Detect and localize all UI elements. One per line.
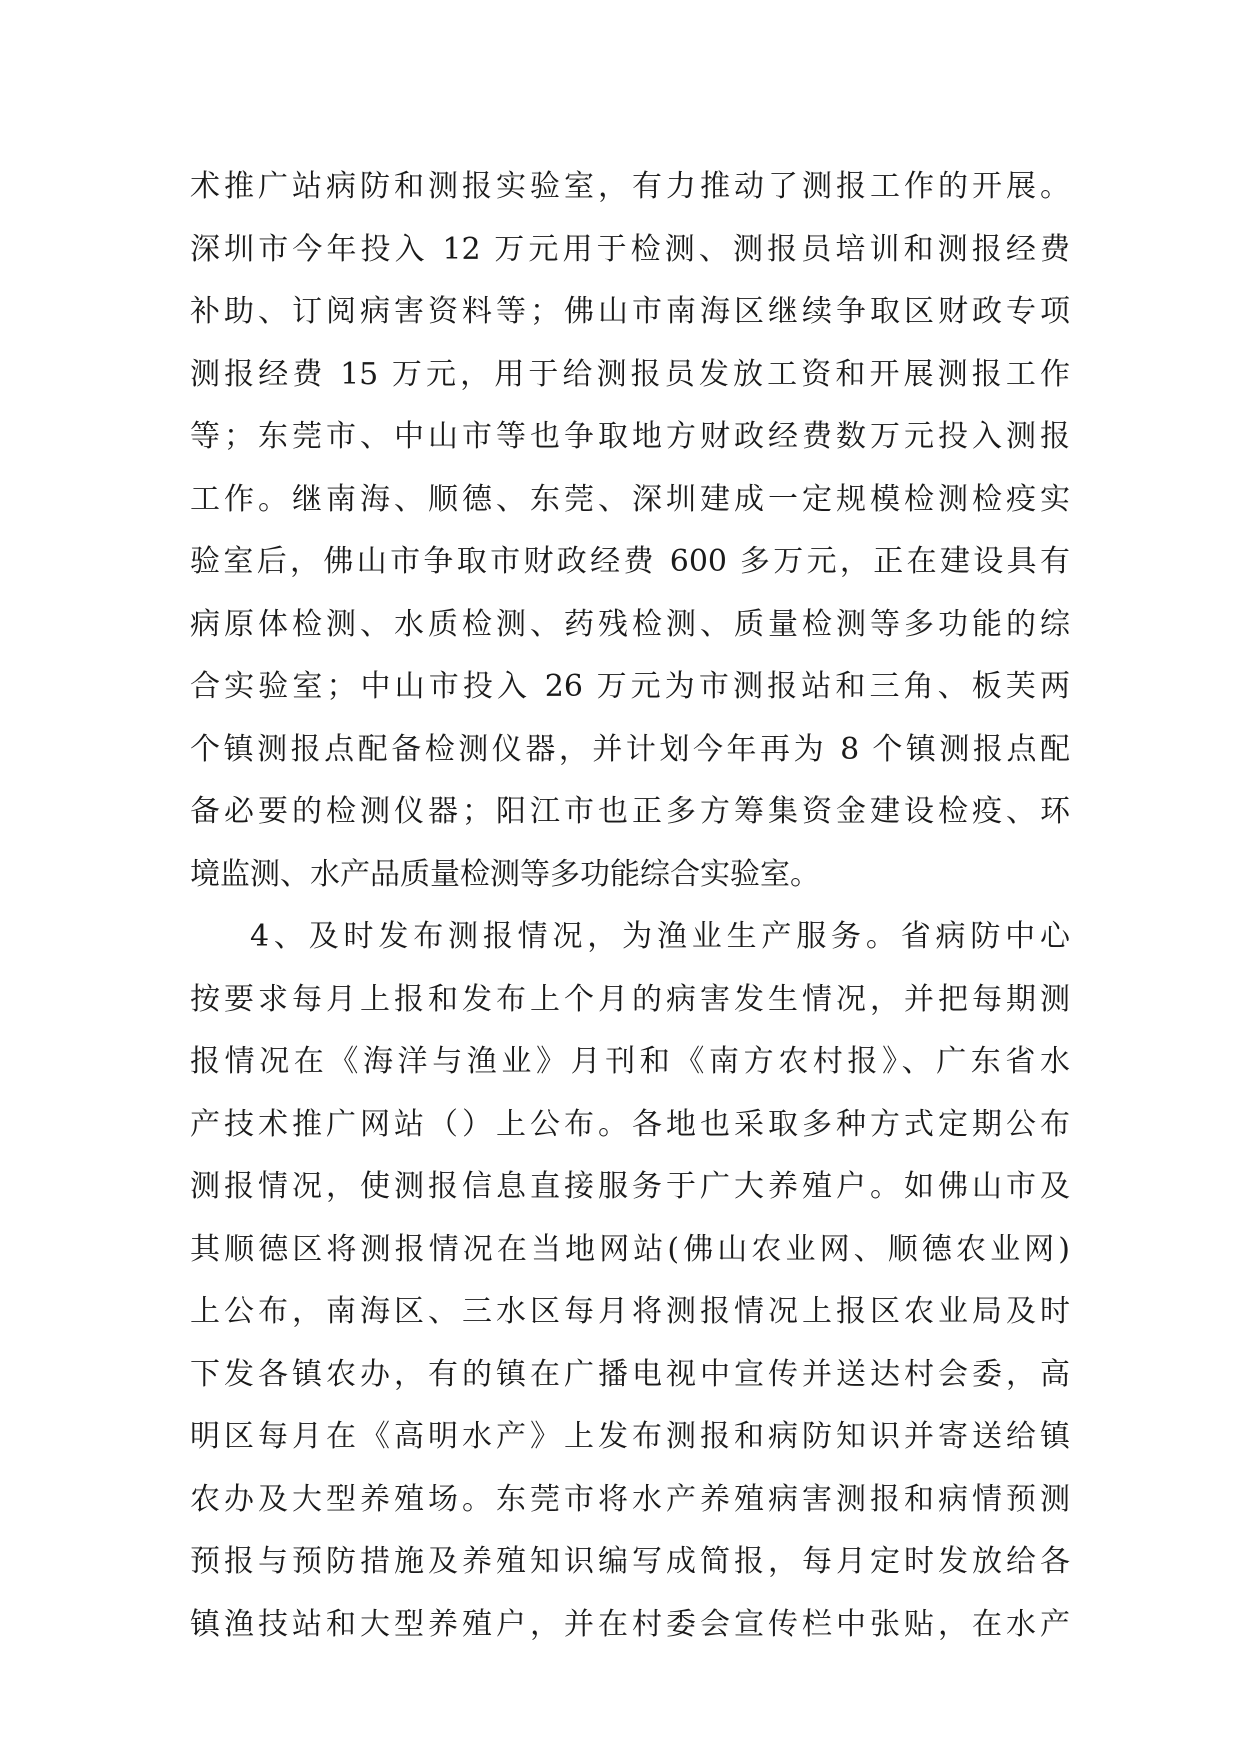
text-line: 镇渔技站和大型养殖户，并在村委会宣传栏中张贴，在水产 (190, 1606, 1070, 1642)
text-line: 术推广站病防和测报实验室，有力推动了测报工作的开展。 (190, 169, 1070, 204)
text-line: 补助、订阅病害资料等；佛山市南海区继续争取区财政专项 (190, 294, 1070, 329)
paragraph-report-publishing (190, 906, 1070, 1656)
text-line: 明区每月在《高明水产》上发布测报和病防知识并寄送给镇 (190, 1419, 1070, 1454)
text-line: 工作。继南海、顺德、东莞、深圳建成一定规模检测检疫实 (190, 481, 1070, 517)
text-line: 下发各镇农办，有的镇在广播电视中宣传并送达村会委，高 (190, 1356, 1070, 1392)
text-line: 上公布，南海区、三水区每月将测报情况上报区农业局及时 (190, 1294, 1070, 1329)
text-line: 测报情况，使测报信息直接服务于广大养殖户。如佛山市及 (190, 1169, 1070, 1204)
text-line: 备必要的检测仪器；阳江市也正多方筹集资金建设检疫、环 (190, 794, 1070, 829)
text-line: 境监测、水产品质量检测等多功能综合实验室。 (190, 856, 820, 892)
text-line: 深圳市今年投入 12 万元用于检测、测报员培训和测报经费 (190, 231, 1070, 267)
text-line: 4、及时发布测报情况，为渔业生产服务。省病防中心 (250, 919, 1070, 954)
text-line: 病原体检测、水质检测、药残检测、质量检测等多功能的综 (190, 606, 1070, 642)
text-line: 等；东莞市、中山市等也争取地方财政经费数万元投入测报 (190, 419, 1070, 454)
text-line: 产技术推广网站（）上公布。各地也采取多种方式定期公布 (190, 1106, 1070, 1142)
text-line: 其顺德区将测报情况在当地网站(佛山农业网、顺德农业网) (190, 1231, 1070, 1267)
text-line: 报情况在《海洋与渔业》月刊和《南方农村报》、广东省水 (190, 1044, 1070, 1079)
body-text (190, 156, 1070, 1656)
text-line: 验室后，佛山市争取市财政经费 600 多万元，正在建设具有 (190, 544, 1070, 579)
text-line: 测报经费 15 万元，用于给测报员发放工资和开展测报工作 (190, 356, 1070, 392)
text-line: 按要求每月上报和发布上个月的病害发生情况，并把每期测 (190, 981, 1070, 1017)
text-line: 预报与预防措施及养殖知识编写成简报，每月定时发放给各 (190, 1544, 1070, 1579)
text-line: 合实验室；中山市投入 26 万元为市测报站和三角、板芙两 (190, 669, 1070, 704)
paragraph-lab-construction (190, 156, 1070, 906)
text-line: 农办及大型养殖场。东莞市将水产养殖病害测报和病情预测 (190, 1481, 1070, 1517)
text-line: 个镇测报点配备检测仪器，并计划今年再为 8 个镇测报点配 (190, 731, 1070, 767)
